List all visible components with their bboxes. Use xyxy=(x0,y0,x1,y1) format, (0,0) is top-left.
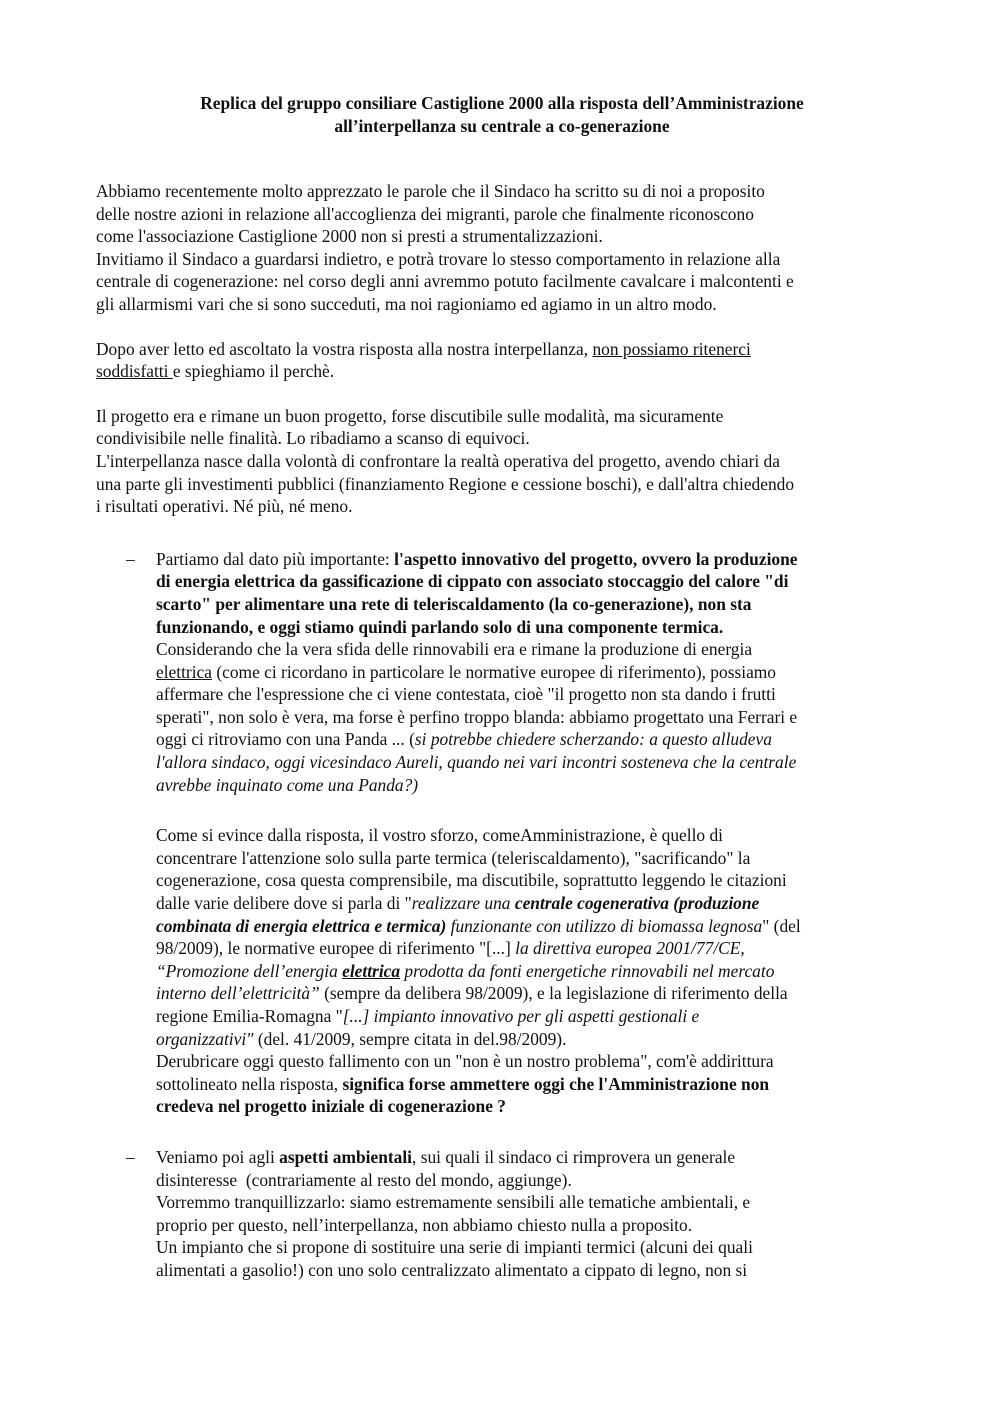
text-line xyxy=(156,982,908,1005)
text-line: Come si evince dalla risposta, il vostro sforzo, comeAmministrazione, è quello di xyxy=(156,825,723,846)
italic-line: l'allora sindaco, oggi vicesindaco Aureli, quando nei vari incontri sosteneva che la centrale xyxy=(156,752,797,773)
italic-text: si potrebbe chiedere scherzando: a questo alludeva xyxy=(414,729,772,750)
title-line-1: Replica del gruppo consiliare Castiglione 2000 alla risposta dell’Amministrazione xyxy=(200,93,804,113)
text-run: , sui quali il sindaco ci rimprovera un generale xyxy=(412,1146,736,1167)
list-item xyxy=(96,1146,908,1282)
dash-bullet: – xyxy=(126,1146,135,1167)
text-line: alimentati a gasolio!) con uno solo centralizzato alimentato a cippato di legno, non si xyxy=(156,1259,748,1280)
text-line: L'interpellanza nasce dalla volontà di confrontare la realtà operativa del progetto, avendo chiari da xyxy=(96,450,780,471)
text-run: (come ci ricordano in particolare le normative europee di riferimento), possiamo xyxy=(212,661,777,682)
text-line: proprio per questo, nell’interpellanza, non abbiamo chiesto nulla a proposito. xyxy=(156,1214,693,1235)
italic-line: avrebbe inquinato come una Panda?) xyxy=(156,774,419,795)
text-line: gli allarmismi vari che si sono succeduti, ma noi ragioniamo ed agiamo in un altro modo. xyxy=(96,293,717,314)
text-line xyxy=(156,937,908,960)
text-line xyxy=(156,915,908,938)
list-item xyxy=(96,548,908,1118)
text-line xyxy=(96,360,908,383)
text-line xyxy=(96,338,908,361)
text-line xyxy=(156,661,908,684)
text-line xyxy=(156,892,908,915)
text-run: Veniamo poi agli xyxy=(156,1146,280,1167)
title-line-2: all’interpellanza su centrale a co-generazione xyxy=(334,116,670,136)
text-line: una parte gli investimenti pubblici (finanziamento Regione e cessione boschi), e dall'altra chiedendo xyxy=(96,473,795,494)
bold-italic-text: combinata di energia elettrica e termica) xyxy=(156,915,447,936)
underlined-text: non possiamo ritenerci xyxy=(592,338,751,359)
paragraph-response xyxy=(96,338,908,383)
italic-text: prodotta da fonti energetiche rinnovabili nel mercato xyxy=(400,960,775,981)
italic-text: la direttiva europea 2001/77/CE, xyxy=(515,938,745,959)
italic-text: organizzativi" xyxy=(156,1028,254,1049)
text-line xyxy=(156,960,908,983)
text-line: delle nostre azioni in relazione all'accoglienza dei migranti, parole che finalmente riconoscono xyxy=(96,203,754,224)
underlined-text: soddisfatti xyxy=(96,361,173,382)
text-line xyxy=(156,1073,908,1096)
text-run: regione Emilia-Romagna " xyxy=(156,1006,343,1026)
bold-line: credeva nel progetto iniziale di cogenerazione ? xyxy=(156,1096,506,1117)
underlined-text: elettrica xyxy=(156,661,212,682)
bold-text: significa forse ammettere oggi che l'Amministrazione non xyxy=(342,1073,770,1094)
text-line: Il progetto era e rimane un buon progetto, forse discutibile sulle modalità, ma sicuramente xyxy=(96,405,724,426)
text-line xyxy=(156,1005,908,1028)
italic-text: “Promozione dell’energia xyxy=(156,960,343,981)
text-run: (sempre da delibera 98/2009), e la legislazione di riferimento della xyxy=(319,983,788,1004)
paragraph-intro xyxy=(96,180,908,316)
text-line xyxy=(156,728,908,751)
document-title xyxy=(96,92,908,138)
text-line: affermare che l'espressione che ci viene contestata, cioè "il progetto non sta dando i frutti xyxy=(156,684,776,705)
text-line xyxy=(156,1028,908,1051)
text-line: condivisibile nelle finalità. Lo ribadiamo a scanso di equivoci. xyxy=(96,428,530,449)
text-line: sperati", non solo è vera, ma forse è perfino troppo blanda: abbiamo progettato una Ferrari e xyxy=(156,706,798,727)
text-run: Dopo aver letto ed ascoltato la vostra risposta alla nostra interpellanza, xyxy=(96,338,593,359)
text-run: sottolineato nella risposta, xyxy=(156,1073,343,1094)
text-line: concentrare l'attenzione solo sulla parte termica (teleriscaldamento), "sacrificando" la xyxy=(156,847,751,868)
text-line: disinteresse (contrariamente al resto del mondo, aggiunge). xyxy=(156,1169,572,1190)
text-run: dalle varie delibere dove si parla di " xyxy=(156,893,412,914)
bold-line: funzionando, e oggi stiamo quindi parlando solo di una componente termica. xyxy=(156,616,724,637)
bold-line: scarto" per alimentare una rete di teleriscaldamento (la co-generazione), non sta xyxy=(156,593,752,614)
italic-text: [...] impianto innovativo per gli aspetti gestionali e xyxy=(342,1006,700,1026)
dash-bullet: – xyxy=(126,548,135,569)
italic-text: realizzare una xyxy=(411,893,515,914)
text-run: (del. 41/2009, sempre citata in del.98/2009). xyxy=(253,1028,567,1049)
italic-text: interno dell’elettricità” xyxy=(156,983,320,1004)
text-line: Considerando che la vera sfida delle rinnovabili era e rimane la produzione di energia xyxy=(156,639,753,660)
bold-italic-text: centrale cogenerativa (produzione xyxy=(514,893,760,914)
bold-text: aspetti ambientali xyxy=(279,1146,413,1167)
bold-underlined-text: elettrica xyxy=(342,960,401,981)
text-run: 98/2009), le normative europee di riferimento "[...] xyxy=(156,938,516,959)
text-run: Partiamo dal dato più importante: xyxy=(156,548,395,569)
text-line: cogenerazione, cosa questa comprensibile, ma discutibile, soprattutto leggendo le citazioni xyxy=(156,870,787,891)
text-run: " (del xyxy=(762,915,801,936)
text-line: come l'associazione Castiglione 2000 non si presti a strumentalizzazioni. xyxy=(96,226,603,247)
item-paragraph xyxy=(156,824,908,1118)
dash-list xyxy=(96,548,908,1282)
paragraph-project xyxy=(96,405,908,518)
text-line: centrale di cogenerazione: nel corso degli anni avremmo potuto facilmente cavalcare i malcontenti e xyxy=(96,271,794,292)
bold-text: l'aspetto innovativo del progetto, ovvero la produzione xyxy=(394,548,798,569)
text-line: i risultati operativi. Né più, né meno. xyxy=(96,496,353,517)
item-paragraph xyxy=(156,548,908,797)
text-line: Invitiamo il Sindaco a guardarsi indietro, e potrà trovare lo stesso comportamento in relazione alla xyxy=(96,248,781,269)
text-line xyxy=(156,548,908,571)
italic-text: funzionante con utilizzo di biomassa legnosa xyxy=(446,915,763,936)
text-line: Un impianto che si propone di sostituire una serie di impianti termici (alcuni dei quali xyxy=(156,1237,753,1258)
item-paragraph xyxy=(156,1146,908,1282)
text-run: oggi ci ritroviamo con una Panda ... ( xyxy=(156,729,415,750)
text-run: e spieghiamo il perchè. xyxy=(172,361,335,382)
text-line: Abbiamo recentemente molto apprezzato le parole che il Sindaco ha scritto su di noi a proposito xyxy=(96,181,765,201)
text-line: Vorremmo tranquillizzarlo: siamo estremamente sensibili alle tematiche ambientali, e xyxy=(156,1192,751,1213)
bold-line: di energia elettrica da gassificazione di cippato con associato stoccaggio del calore "di xyxy=(156,571,789,592)
text-line: Derubricare oggi questo fallimento con un "non è un nostro problema", com'è addirittura xyxy=(156,1051,774,1072)
text-line xyxy=(156,1146,908,1169)
